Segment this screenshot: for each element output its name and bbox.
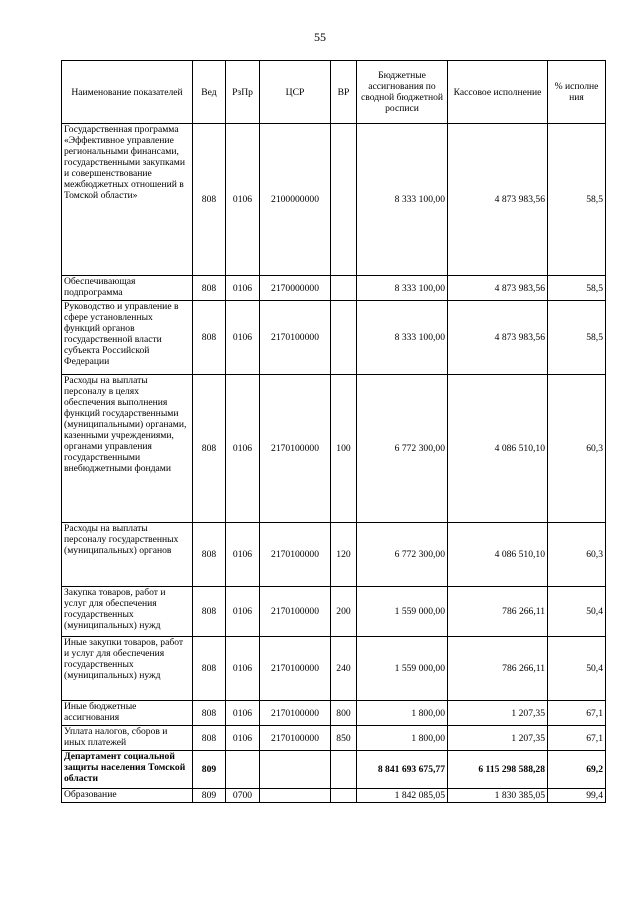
cell-ved: 808 <box>193 375 226 523</box>
cell-percent: 69,2 <box>548 751 606 789</box>
cell-name: Расходы на выплаты персоналу государственных (муниципальных) органов <box>62 523 193 587</box>
header-name: Наименование показателей <box>62 61 193 124</box>
cell-rzpr: 0106 <box>226 701 260 726</box>
header-cash: Кассовое исполнение <box>448 61 548 124</box>
table-row <box>62 637 606 701</box>
cell-name: Иные бюджетные ассигнования <box>62 701 193 726</box>
cell-rzpr: 0106 <box>226 276 260 301</box>
cell-budget: 8 333 100,00 <box>357 124 448 276</box>
cell-name: Обеспечивающая подпрограмма <box>62 276 193 301</box>
cell-ved: 808 <box>193 301 226 375</box>
table-body <box>62 124 606 803</box>
table-row <box>62 726 606 751</box>
cell-csr: 2170100000 <box>260 726 331 751</box>
cell-percent: 58,5 <box>548 124 606 276</box>
cell-vr <box>331 301 357 375</box>
table-row <box>62 375 606 523</box>
cell-csr: 2170100000 <box>260 375 331 523</box>
cell-ved: 808 <box>193 124 226 276</box>
cell-name: Расходы на выплаты персоналу в целях обеспечения выполнения функций государственными (муниципальными) органами, казенными учреждениями, органами управления государственными внебюджетными фондами <box>62 375 193 523</box>
table-row <box>62 301 606 375</box>
table-row <box>62 276 606 301</box>
cell-budget: 6 772 300,00 <box>357 375 448 523</box>
cell-budget: 1 800,00 <box>357 701 448 726</box>
cell-cash: 1 207,35 <box>448 726 548 751</box>
cell-name: Уплата налогов, сборов и иных платежей <box>62 726 193 751</box>
header-row <box>62 61 606 124</box>
cell-percent: 67,1 <box>548 726 606 751</box>
cell-percent: 58,5 <box>548 301 606 375</box>
cell-csr: 2170100000 <box>260 701 331 726</box>
cell-vr: 850 <box>331 726 357 751</box>
cell-vr <box>331 276 357 301</box>
cell-csr: 2170100000 <box>260 523 331 587</box>
cell-csr: 2170100000 <box>260 587 331 637</box>
budget-execution-table <box>61 60 606 803</box>
cell-csr: 2170000000 <box>260 276 331 301</box>
cell-budget: 1 559 000,00 <box>357 587 448 637</box>
cell-name: Руководство и управление в сфере установленных функций органов государственной власти субъекта Российской Федерации <box>62 301 193 375</box>
cell-budget: 1 800,00 <box>357 726 448 751</box>
cell-ved: 809 <box>193 751 226 789</box>
cell-rzpr: 0106 <box>226 301 260 375</box>
cell-rzpr: 0106 <box>226 523 260 587</box>
cell-csr: 2100000000 <box>260 124 331 276</box>
cell-cash: 4 873 983,56 <box>448 301 548 375</box>
cell-csr <box>260 789 331 803</box>
cell-vr: 240 <box>331 637 357 701</box>
table-row <box>62 701 606 726</box>
cell-rzpr: 0106 <box>226 587 260 637</box>
cell-percent: 60,3 <box>548 523 606 587</box>
cell-name: Иные закупки товаров, работ и услуг для обеспечения государственных (муниципальных) нужд <box>62 637 193 701</box>
cell-name: Государственная программа «Эффективное управление региональными финансами, государственными закупками и совершенствование межбюджетных отношений в Томской области» <box>62 124 193 276</box>
cell-budget: 8 841 693 675,77 <box>357 751 448 789</box>
cell-cash: 4 086 510,10 <box>448 523 548 587</box>
cell-budget: 1 559 000,00 <box>357 637 448 701</box>
cell-budget: 1 842 085,05 <box>357 789 448 803</box>
cell-ved: 809 <box>193 789 226 803</box>
cell-budget: 6 772 300,00 <box>357 523 448 587</box>
cell-vr <box>331 789 357 803</box>
cell-cash: 6 115 298 588,28 <box>448 751 548 789</box>
cell-name: Закупка товаров, работ и услуг для обеспечения государственных (муниципальных) нужд <box>62 587 193 637</box>
cell-percent: 58,5 <box>548 276 606 301</box>
cell-vr <box>331 751 357 789</box>
cell-vr: 100 <box>331 375 357 523</box>
cell-vr: 800 <box>331 701 357 726</box>
cell-csr: 2170100000 <box>260 637 331 701</box>
header-csr: ЦСР <box>260 61 331 124</box>
cell-cash: 786 266,11 <box>448 637 548 701</box>
cell-rzpr: 0700 <box>226 789 260 803</box>
table-row <box>62 789 606 803</box>
header-budget: Бюджетные ассигнования по сводной бюджетной росписи <box>357 61 448 124</box>
cell-ved: 808 <box>193 523 226 587</box>
cell-cash: 786 266,11 <box>448 587 548 637</box>
cell-ved: 808 <box>193 587 226 637</box>
cell-percent: 60,3 <box>548 375 606 523</box>
table-row <box>62 124 606 276</box>
cell-cash: 1 830 385,05 <box>448 789 548 803</box>
cell-percent: 50,4 <box>548 637 606 701</box>
cell-budget: 8 333 100,00 <box>357 301 448 375</box>
cell-vr: 120 <box>331 523 357 587</box>
cell-name: Департамент социальной защиты населения Томской области <box>62 751 193 789</box>
cell-rzpr: 0106 <box>226 637 260 701</box>
table-row <box>62 587 606 637</box>
cell-rzpr: 0106 <box>226 375 260 523</box>
cell-csr <box>260 751 331 789</box>
cell-percent: 50,4 <box>548 587 606 637</box>
cell-cash: 1 207,35 <box>448 701 548 726</box>
cell-percent: 99,4 <box>548 789 606 803</box>
cell-cash: 4 873 983,56 <box>448 276 548 301</box>
cell-rzpr: 0106 <box>226 726 260 751</box>
page-number: 55 <box>314 30 326 44</box>
header-ved: Вед <box>193 61 226 124</box>
table-row <box>62 751 606 789</box>
cell-cash: 4 086 510,10 <box>448 375 548 523</box>
cell-ved: 808 <box>193 276 226 301</box>
cell-csr: 2170100000 <box>260 301 331 375</box>
cell-percent: 67,1 <box>548 701 606 726</box>
cell-ved: 808 <box>193 726 226 751</box>
cell-ved: 808 <box>193 701 226 726</box>
header-vr: ВР <box>331 61 357 124</box>
cell-ved: 808 <box>193 637 226 701</box>
cell-vr: 200 <box>331 587 357 637</box>
cell-rzpr: 0106 <box>226 124 260 276</box>
cell-cash: 4 873 983,56 <box>448 124 548 276</box>
cell-budget: 8 333 100,00 <box>357 276 448 301</box>
header-rzpr: РзПр <box>226 61 260 124</box>
cell-vr <box>331 124 357 276</box>
header-percent: % исполне ния <box>548 61 606 124</box>
cell-name: Образование <box>62 789 193 803</box>
cell-rzpr <box>226 751 260 789</box>
table-row <box>62 523 606 587</box>
